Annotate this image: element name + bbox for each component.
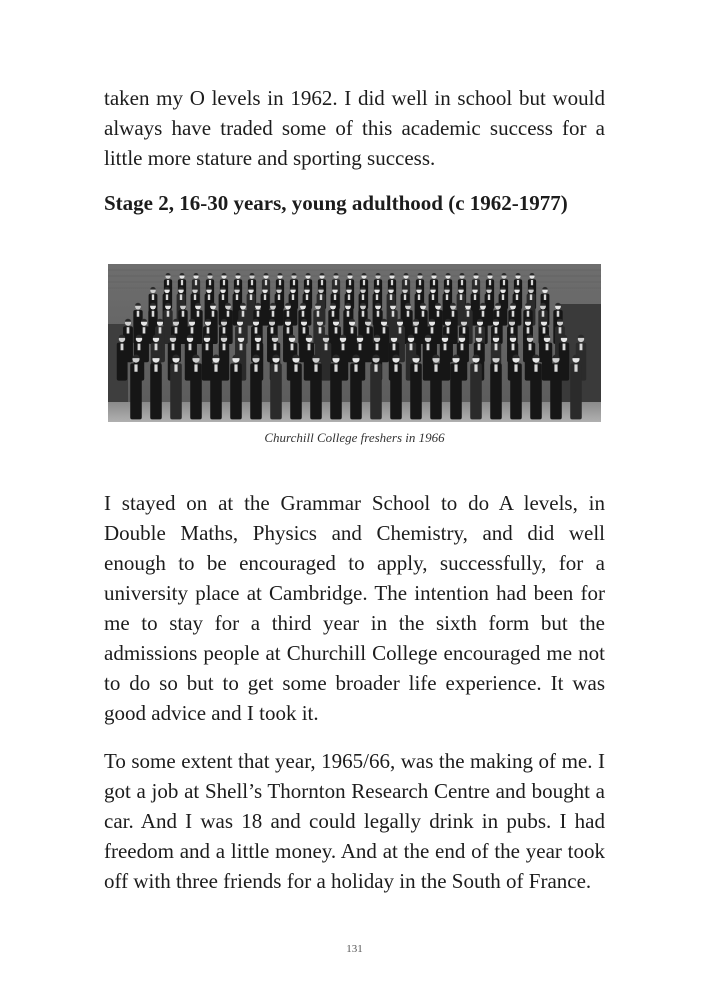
body-paragraph-2: To some extent that year, 1965/66, was the making of me. I got a job at Shell’s Thornton Research Centre and bought a car. And I was 18 and could legally drink in pubs. I had freedom and a little money. And at the end of the year took off with three friends for a holiday in the South of France. bbox=[104, 749, 605, 893]
section-heading: Stage 2, 16-30 years, young adulthood (c 1962-1977) bbox=[104, 191, 568, 215]
intro-paragraph: taken my O levels in 1962. I did well in school but would always have traded some of this academic success for a little more stature and sporting success. bbox=[104, 86, 605, 170]
group-photo bbox=[108, 264, 601, 422]
page-number: 131 bbox=[346, 943, 363, 955]
photo-caption: Churchill College freshers in 1966 bbox=[264, 430, 445, 445]
body-paragraph-1: I stayed on at the Grammar School to do A levels, in Double Maths, Physics and Chemistry, and did well enough to be encouraged to apply, successfully, for a university place at Cambridge. The intention had been for me to stay for a third year in the sixth form but the admissions people at Churchill College encouraged me not to do so but to get some broader life experience. It was good advice and I took it. bbox=[104, 491, 605, 725]
group-photo-image bbox=[108, 264, 601, 422]
